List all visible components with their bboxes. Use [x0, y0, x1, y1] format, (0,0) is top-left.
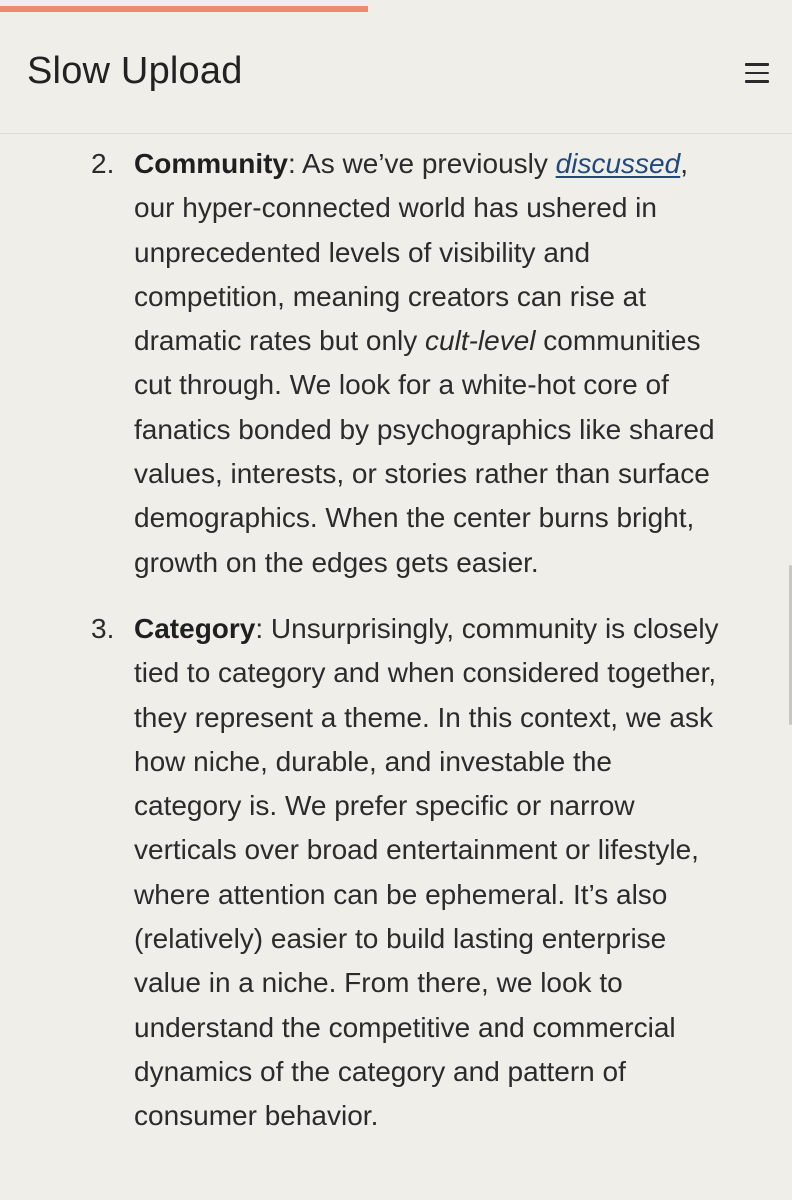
numbered-list	[0, 142, 792, 1139]
list-term: Category	[134, 612, 256, 644]
hamburger-menu-icon[interactable]	[745, 63, 769, 83]
list-item-community	[0, 142, 792, 585]
article-body	[0, 134, 792, 1139]
list-text: : As we’ve previously	[288, 148, 556, 179]
reading-progress-bar	[0, 0, 792, 12]
list-emphasis: cult-level	[425, 325, 536, 357]
site-title[interactable]: Slow Upload	[27, 50, 243, 92]
list-number: 3.	[91, 612, 115, 644]
list-term: Community	[134, 148, 288, 179]
list-text: communities cut through. We look for a white-hot core of fanatics bonded by psychographics like shared values, interests, or stories rather than surface demographics. When the center burns bright, growth on the edges gets easier.	[134, 325, 715, 578]
site-header	[0, 12, 792, 134]
list-item-category	[0, 607, 792, 1139]
discussed-link[interactable]: discussed	[555, 148, 681, 179]
list-text: , our hyper-connected world has ushered in unprecedented levels of visibility and competition, meaning creators can rise at dramatic rates but only	[134, 148, 688, 357]
list-text: : Unsurprisingly, community is closely tied to category and when considered together, they represent a theme. In this context, we ask how niche, durable, and investable the category is. We prefer specific or narrow verticals over broad entertainment or lifestyle, where attention can be ephemeral. It’s also (relatively) easier to build lasting enterprise value in a niche. From there, we look to understand the competitive and commercial dynamics of the category and pattern of consumer behavior.	[134, 612, 719, 1132]
list-number: 2.	[91, 148, 115, 179]
